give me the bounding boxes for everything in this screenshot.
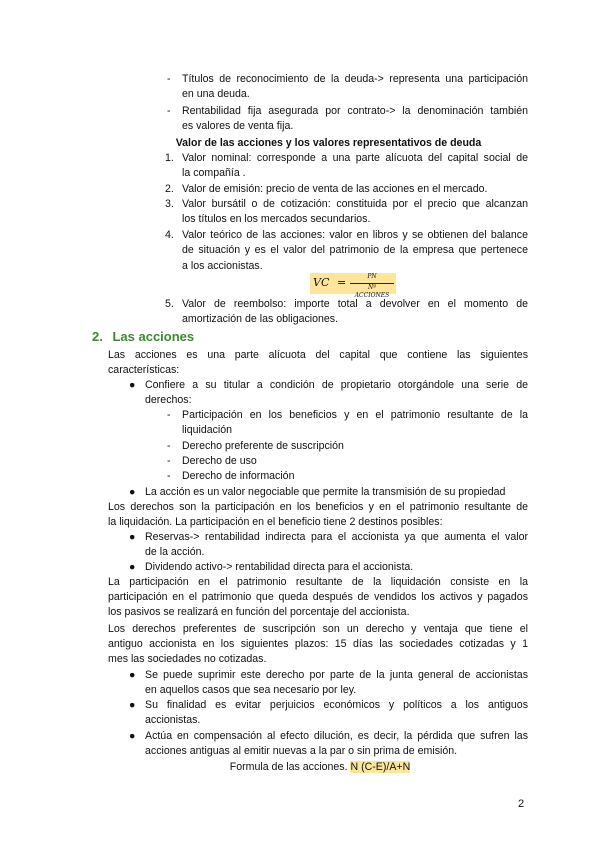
list-item-line: Valor teórico de las acciones: valor en libros y se obtienen del balance (182, 229, 528, 241)
formula-label: Formula de las acciones. (229, 761, 348, 773)
heading-number: 2. (92, 329, 103, 344)
formula-numerator: PN (367, 273, 377, 280)
list-item-line: Valor de emisión: precio de venta de las acciones en el mercado. (182, 183, 488, 195)
paragraph-line: características: (108, 364, 180, 376)
bullet-marker: ● (129, 730, 136, 742)
bullet-line: Confiere a su titular a condición de propietario otorgándole una serie de (145, 379, 528, 391)
dash-marker: - (167, 73, 171, 85)
list-number: 2. (165, 183, 174, 195)
paragraph-line: Los derechos preferentes de suscripción son un derecho y ventaja que tiene el (108, 623, 528, 635)
list-item-line: Rentabilidad fija asegurada por contrato-> la denominación también (182, 105, 528, 117)
list-item-line: Derecho preferente de suscripción (182, 440, 344, 452)
formula-value: N (C-E)/A+N (350, 761, 411, 773)
section-heading (92, 329, 194, 345)
acciones-formula-line (0, 760, 600, 774)
bullet-line: Su finalidad es evitar perjuicios económicos y políticos a los antiguos (145, 699, 528, 711)
paragraph-line: antiguo accionista en los siguientes plazos: 15 días las sociedades cotizadas y 1 (108, 638, 528, 650)
bullet-line: de la acción. (145, 546, 205, 558)
bullet-line: acciones antiguas al emitir nuevas a la par o sin prima de emisión. (145, 745, 458, 757)
list-item-line: Derecho de uso (182, 455, 257, 467)
bullet-marker: ● (129, 486, 136, 498)
dash-marker: - (167, 470, 171, 482)
list-item-line: Valor nominal: corresponde a una parte alícuota del capital social de (182, 152, 528, 164)
list-item-line: Participación en los beneficios y en el patrimonio resultante de la (182, 409, 528, 421)
list-number: 4. (165, 229, 174, 241)
vc-formula (310, 273, 396, 299)
formula-equals: = (337, 276, 347, 289)
list-item-line: liquidación (182, 424, 233, 436)
section-title: Valor de las acciones y los valores representativos de deuda (175, 137, 482, 149)
paragraph-line: Las acciones es una parte alícuota del capital que contiene las siguientes (108, 349, 528, 361)
bullet-line: La acción es un valor negociable que permite la transmisión de su propiedad (145, 486, 506, 498)
bullet-marker: ● (129, 669, 136, 681)
paragraph-line: los pasivos se realizará en función del porcentaje del accionista. (108, 606, 410, 618)
paragraph-line: la liquidación. La participación en el beneficio tiene 2 destinos posibles: (108, 516, 443, 528)
dash-marker: - (167, 409, 171, 421)
bullet-line: Reservas-> rentabilidad indirecta para el accionista ya que aumenta el valor (145, 531, 528, 543)
bullet-line: accionistas. (145, 714, 201, 726)
formula-lhs: VC (313, 276, 330, 289)
bullet-marker: ● (129, 531, 136, 543)
list-item-line: de situación y es el valor del patrimonio de la empresa que pertenece (182, 244, 528, 256)
list-item-line: a los accionistas. (182, 260, 263, 272)
bullet-marker: ● (129, 561, 136, 573)
heading-text: Las acciones (112, 329, 195, 344)
dash-marker: - (167, 105, 171, 117)
page-number: 2 (518, 798, 525, 810)
paragraph-line: La participación en el patrimonio resultante de la liquidación consiste en la (108, 576, 528, 588)
list-number: 5. (165, 298, 174, 310)
list-item-line: es valores de venta fija. (182, 120, 294, 132)
dash-marker: - (167, 440, 171, 452)
paragraph-line: participación en el patrimonio que queda después de vendidos los activos y pagados (108, 591, 528, 603)
bullet-marker: ● (129, 699, 136, 711)
formula-denominator: Nº ACCIONES (354, 284, 390, 299)
list-number: 1. (165, 152, 174, 164)
paragraph-line: mes las sociedades no cotizadas. (108, 653, 267, 665)
bullet-line: derechos: (145, 394, 192, 406)
bullet-line: Dividendo activo-> rentabilidad directa para el accionista. (145, 561, 414, 573)
list-item-line: amortización de las obligaciones. (182, 313, 339, 325)
bullet-marker: ● (129, 379, 136, 391)
bullet-line: en aquellos casos que sea necesario por ley. (145, 684, 357, 696)
list-item-line: Valor de reembolso: importe total a devolver en el momento de (182, 298, 528, 310)
dash-marker: - (167, 455, 171, 467)
list-item-line: Derecho de información (182, 470, 295, 482)
list-item-line: Títulos de reconocimiento de la deuda-> representa una participación (182, 73, 528, 85)
paragraph-line: Los derechos son la participación en los beneficios y en el patrimonio resultante de (108, 501, 528, 513)
list-item-line: Valor bursátil o de cotización: constituida por el precio que alcanzan (182, 198, 528, 210)
bullet-line: Actúa en compensación al efecto dilución, es decir, la pérdida que sufren las (145, 730, 528, 742)
list-item-line: los títulos en los mercados secundarios. (182, 213, 371, 225)
list-item-line: en una deuda. (182, 88, 250, 100)
list-item-line: la compañía . (182, 167, 246, 179)
list-number: 3. (165, 198, 174, 210)
bullet-line: Se puede suprimir este derecho por parte de la junta general de accionistas (145, 669, 528, 681)
